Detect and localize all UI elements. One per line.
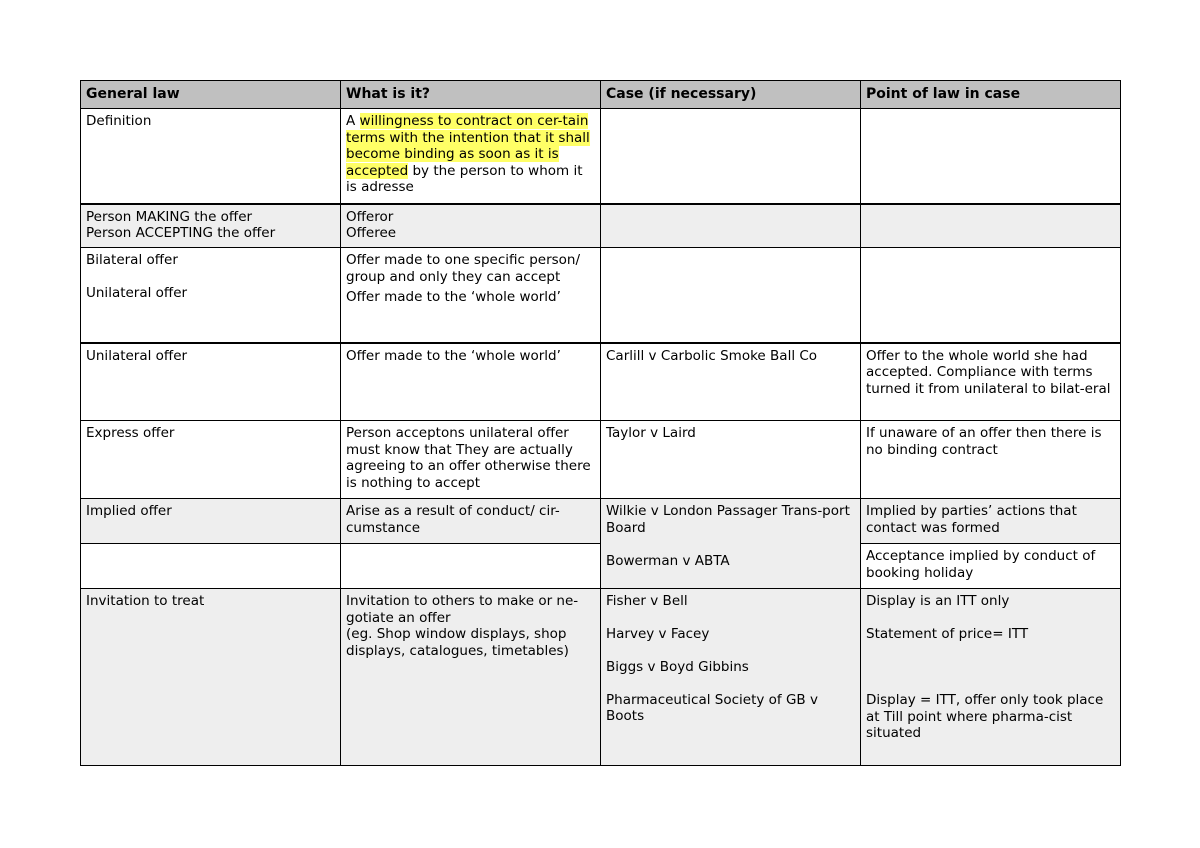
- case-wilkie: Wilkie v London Passager Trans-port Board: [606, 503, 850, 536]
- cell-what-empty: [341, 544, 601, 589]
- table-row: [81, 499, 1121, 544]
- cell-case-itt: [601, 589, 861, 766]
- law-bilateral: Bilateral offer: [86, 252, 178, 268]
- cell-point-bowerman: Acceptance implied by conduct of booking holiday: [861, 544, 1121, 589]
- what-bilateral: Offer made to one specific person/ group and only they can accept: [346, 252, 581, 285]
- cell-what-definition: [341, 109, 601, 204]
- definition-pre: A: [346, 113, 360, 129]
- law-unilateral: Unilateral offer: [86, 284, 188, 301]
- law-table: [80, 80, 1121, 766]
- table-row: [81, 204, 1121, 248]
- header-case: Case (if necessary): [601, 81, 861, 109]
- cell-law-express: Express offer: [81, 421, 341, 499]
- cell-point-wilkie: Implied by parties’ actions that contact was formed: [861, 499, 1121, 544]
- what-itt: Invitation to others to make or ne-gotiate an offer: [346, 593, 579, 626]
- cell-law-definition: Definition: [81, 109, 341, 204]
- header-what-is-it: What is it?: [341, 81, 601, 109]
- table-row: [81, 109, 1121, 204]
- cell-case-empty: [601, 248, 861, 343]
- cell-law-offeror: [81, 204, 341, 248]
- what-unilateral: Offer made to the ‘whole world’: [346, 289, 561, 306]
- cell-law-itt: Invitation to treat: [81, 589, 341, 766]
- case-boots: Pharmaceutical Society of GB v Boots: [606, 691, 818, 724]
- case-fisher: Fisher v Bell: [606, 593, 688, 609]
- cell-what-implied: Arise as a result of conduct/ cir-cumstance: [341, 499, 601, 544]
- definition-highlight: willingness to contract on cer-tain terms with the intention that it shall become binding as soon as it is accepted: [346, 113, 590, 179]
- law-accepting: Person ACCEPTING the offer: [86, 225, 276, 241]
- cell-what-express: Person acceptons unilateral offer must know that They are actually agreeing to an offer otherwise there is nothing to accept: [341, 421, 601, 499]
- cell-what-bilateral: [341, 248, 601, 343]
- point-fisher: Display is an ITT only: [866, 593, 1010, 609]
- cell-law-bilateral: [81, 248, 341, 343]
- cell-law-unilateral: Unilateral offer: [81, 343, 341, 421]
- case-biggs: Biggs v Boyd Gibbins: [606, 659, 749, 675]
- cell-case-empty: [601, 109, 861, 204]
- cell-law-empty: [81, 544, 341, 589]
- cell-case-carlill: Carlill v Carbolic Smoke Ball Co: [601, 343, 861, 421]
- table-row: [81, 589, 1121, 766]
- cell-point-taylor: If unaware of an offer then there is no binding contract: [861, 421, 1121, 499]
- cell-what-unilateral: Offer made to the ‘whole world’: [341, 343, 601, 421]
- cell-what-offeror: [341, 204, 601, 248]
- table-row: [81, 343, 1121, 421]
- cell-case-taylor: Taylor v Laird: [601, 421, 861, 499]
- cell-point-empty: [861, 109, 1121, 204]
- table-row: [81, 248, 1121, 343]
- cell-law-implied: Implied offer: [81, 499, 341, 544]
- cell-point-empty: [861, 204, 1121, 248]
- what-itt-examples: (eg. Shop window displays, shop displays, catalogues, timetables): [346, 626, 569, 659]
- what-offeror: Offeror: [346, 208, 394, 225]
- definition-post: by the person to whom it is adresse: [346, 162, 583, 195]
- point-harvey: Statement of price= ITT: [866, 625, 1029, 642]
- what-offeree: Offeree: [346, 225, 397, 241]
- law-making: Person MAKING the offer: [86, 208, 253, 225]
- cell-point-empty: [861, 248, 1121, 343]
- cell-case-empty: [601, 204, 861, 248]
- case-harvey: Harvey v Facey: [606, 625, 710, 642]
- header-point-of-law: Point of law in case: [861, 81, 1121, 109]
- cell-point-carlill: Offer to the whole world she had accepted. Compliance with terms turned it from unilateral to bilat-eral: [861, 343, 1121, 421]
- table-row: [81, 421, 1121, 499]
- case-bowerman: Bowerman v ABTA: [606, 553, 730, 569]
- cell-point-itt: [861, 589, 1121, 766]
- header-general-law: General law: [81, 81, 341, 109]
- cell-case-implied: [601, 499, 861, 589]
- point-boots: Display = ITT, offer only took place at Till point where pharma-cist situated: [866, 692, 1104, 741]
- cell-what-itt: [341, 589, 601, 766]
- header-row: [81, 81, 1121, 109]
